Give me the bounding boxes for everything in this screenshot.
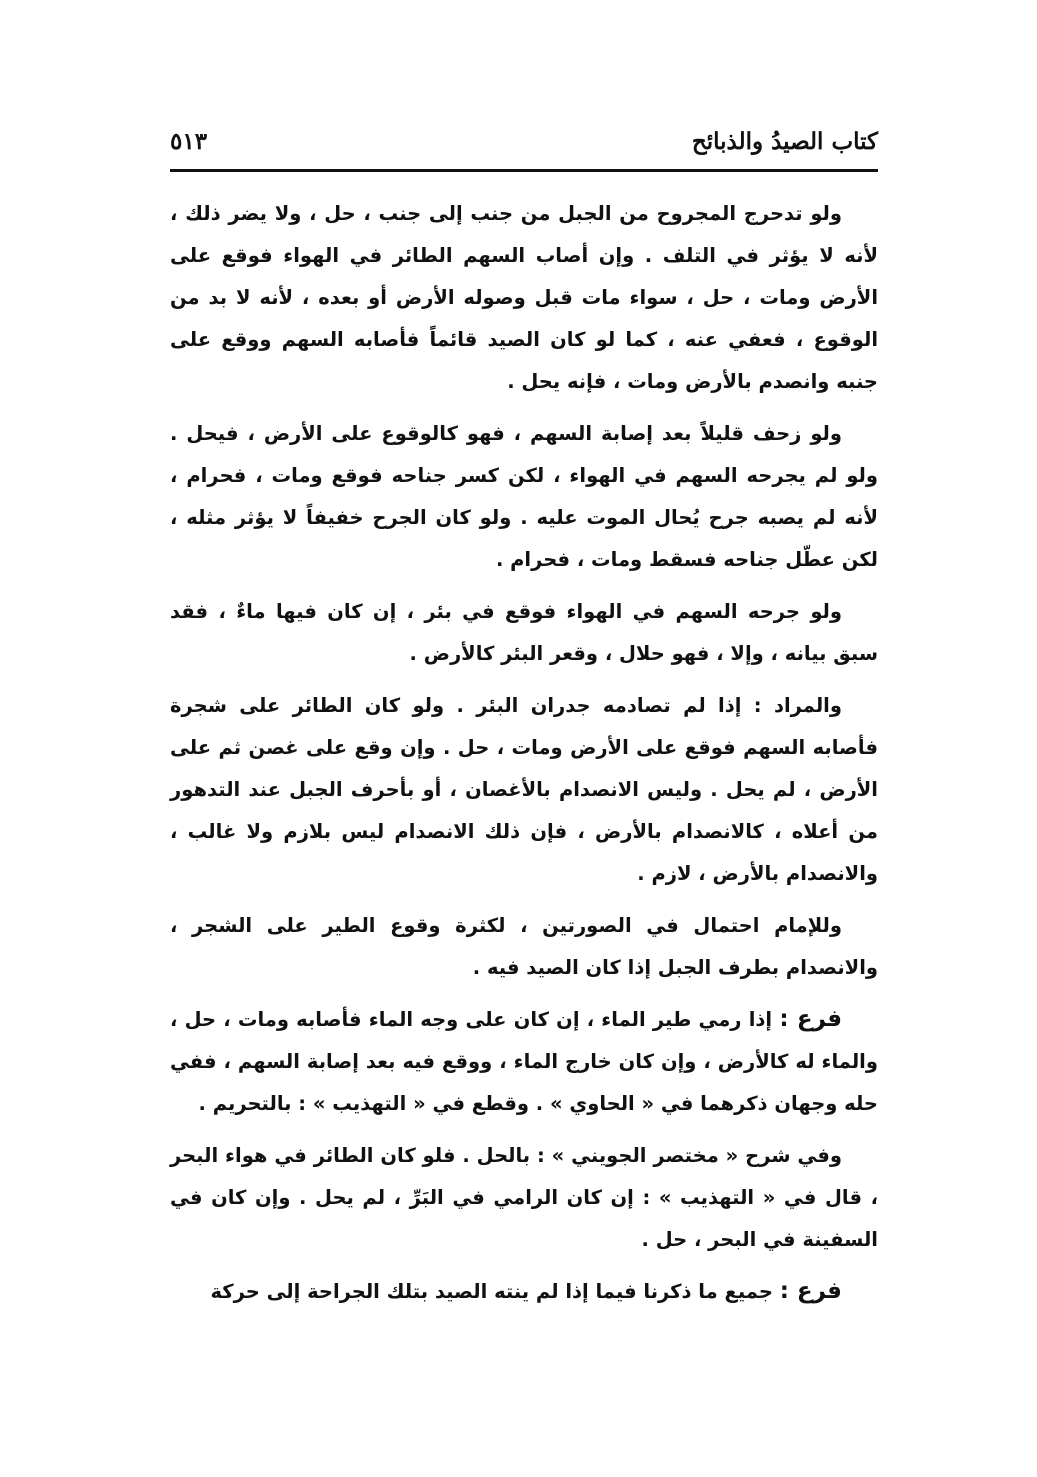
far-term: فرع : bbox=[779, 1006, 842, 1032]
paragraph-text: ولو زحف قليلاً بعد إصابة السهم ، فهو كالوقوع على الأرض ، فيحل . ولو لم يجرحه السهم في الهواء ، لكن كسر جناحه فوقع ومات ، فحرام ، لأنه لم يصبه جرح يُحال الموت عليه . ولو كان الجرح خفيفاً لا يؤثر مثله ، لكن عطّل جناحه فسقط ومات ، فحرام . bbox=[170, 422, 878, 571]
paragraph-text: وفي شرح « مختصر الجويني » : بالحل . فلو كان الطائر في هواء البحر ، قال في « التهذيب » : إن كان الرامي في البَرِّ ، لم يحل . وإن كان في السفينة في البحر ، حل . bbox=[170, 1144, 878, 1251]
header-rule bbox=[170, 169, 878, 172]
paragraph-text: والمراد : إذا لم تصادمه جدران البئر . ولو كان الطائر على شجرة فأصابه السهم فوقع على الأرض ومات ، حل . وإن وقع على غصن ثم على الأرض ، لم يحل . وليس الانصدام بالأغصان ، أو بأحرف الجبل عند التدهور من أعلاه ، كالانصدام بالأرض ، فإن ذلك الانصدام ليس بلازم ولا غالب ، والانصدام بالأرض ، لازم . bbox=[170, 694, 878, 885]
page-header bbox=[170, 122, 878, 168]
paragraph-far-1 bbox=[170, 998, 878, 1125]
paragraph-text: ولو تدحرج المجروح من الجبل من جنب إلى جنب ، حل ، ولا يضر ذلك ، لأنه لا يؤثر في التلف . وإن أصاب السهم الطائر في الهواء فوقع على الأرض ومات ، حل ، سواء مات قبل وصوله الأرض أو بعده ، لأنه لا بد من الوقوع ، فعفي عنه ، كما لو كان الصيد قائماً فأصابه السهم ووقع على جنبه وانصدم بالأرض ومات ، فإنه يحل . bbox=[170, 202, 878, 393]
paragraph bbox=[170, 590, 878, 675]
paragraph-text: ولو جرحه السهم في الهواء فوقع في بئر ، إن كان فيها ماءٌ ، فقد سبق بيانه ، وإلا ، فهو حلال ، وقعر البئر كالأرض . bbox=[170, 600, 878, 665]
paragraph bbox=[170, 1134, 878, 1261]
paragraph bbox=[170, 412, 878, 581]
paragraph bbox=[170, 192, 878, 403]
paragraph bbox=[170, 684, 878, 895]
body-text bbox=[170, 192, 878, 1322]
paragraph bbox=[170, 904, 878, 989]
page-number: ٥١٣ bbox=[170, 128, 208, 155]
paragraph-text: وللإمام احتمال في الصورتين ، لكثرة وقوع الطير على الشجر ، والانصدام بطرف الجبل إذا كان الصيد فيه . bbox=[170, 914, 878, 979]
paragraph-far-2 bbox=[170, 1270, 878, 1313]
far-term: فرع : bbox=[779, 1278, 842, 1304]
paragraph-text: جميع ما ذكرنا فيما إذا لم ينته الصيد بتلك الجراحة إلى حركة bbox=[210, 1280, 773, 1303]
running-title: كتاب الصيدُ والذبائح bbox=[691, 128, 878, 155]
paragraph-text: إذا رمي طير الماء ، إن كان على وجه الماء فأصابه ومات ، حل ، والماء له كالأرض ، وإن كان خارج الماء ، ووقع فيه بعد إصابة السهم ، ففي حله وجهان ذكرهما في « الحاوي » . وقطع في « التهذيب » : بالتحريم . bbox=[170, 1008, 878, 1115]
